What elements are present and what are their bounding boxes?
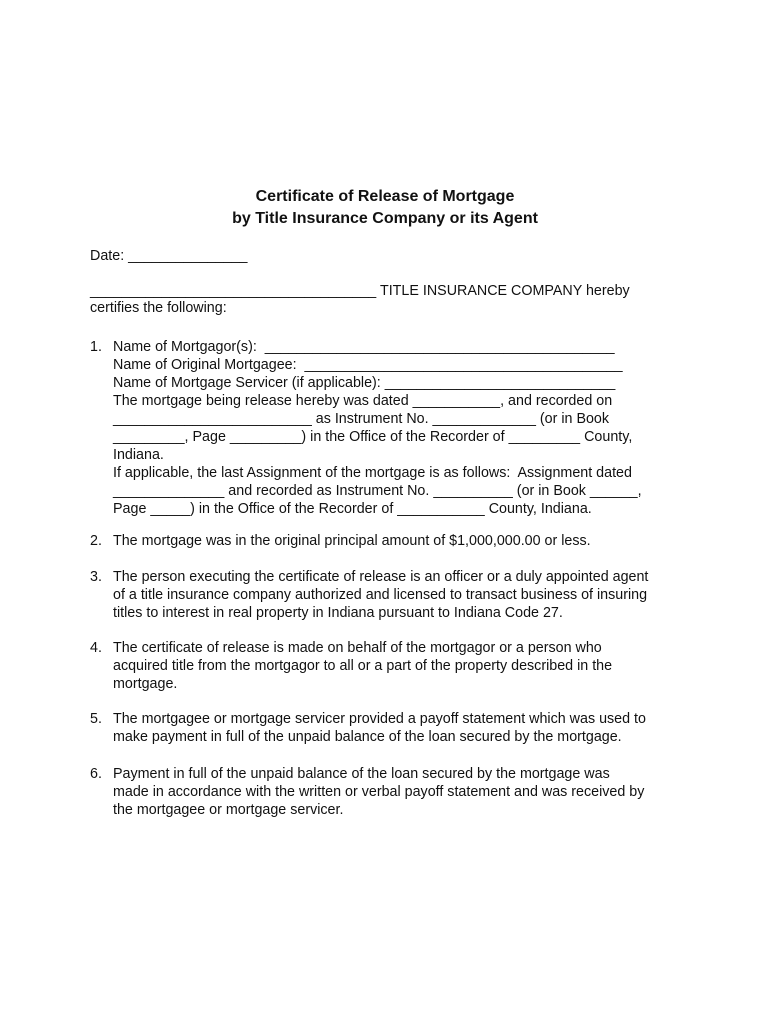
item-line: Payment in full of the unpaid balance of the loan secured by the mortgage was [113,766,610,782]
item-line: of a title insurance company authorized and licensed to transact business of insuring [113,587,648,603]
item-number: 6. [90,766,102,782]
item-line: Page _____) in the Office of the Recorder of ___________ County, Indiana. [113,501,592,517]
item-line: mortgage. [113,676,178,692]
item-number: 5. [90,711,102,727]
item-line: If applicable, the last Assignment of the mortgage is as follows: Assignment dated [113,465,632,481]
item-line: make payment in full of the unpaid balance of the loan secured by the mortgage. [113,729,622,745]
item-text [113,568,648,622]
item-number: 1. [90,339,102,355]
item-text [113,710,646,746]
item-line: Name of Mortgagor(s): ____________________________________________ [113,339,615,355]
item-line: titles to interest in real property in Indiana pursuant to Indiana Code 27. [113,605,563,621]
item-number: 3. [90,569,102,585]
document-title [0,186,770,230]
item-line: _________, Page _________) in the Office of the Recorder of _________ County, [113,429,633,445]
item-number: 4. [90,640,102,656]
item-number: 2. [90,533,102,549]
item-text [113,765,644,819]
item-line: the mortgagee or mortgage servicer. [113,802,344,818]
item-line: Name of Mortgage Servicer (if applicable): _____________________________ [113,375,616,391]
item-line: made in accordance with the written or verbal payoff statement and was received by [113,784,645,800]
title-line-2: by Title Insurance Company or its Agent [232,210,538,227]
item-text [113,338,642,518]
item-line: The certificate of release is made on behalf of the mortgagor or a person who [113,640,602,656]
date-line: Date: _______________ [90,248,248,264]
item-line: The person executing the certificate of release is an officer or a duly appointed agent [113,569,649,585]
company-line: ____________________________________ TITLE INSURANCE COMPANY hereby [90,283,630,299]
item-text [113,532,591,550]
item-line: ______________ and recorded as Instrument No. __________ (or in Book ______, [113,483,642,499]
item-line: Indiana. [113,447,164,463]
item-line: acquired title from the mortgagor to all or a part of the property described in the [113,658,613,674]
item-line: The mortgage was in the original principal amount of $1,000,000.00 or less. [113,533,591,549]
title-line-1: Certificate of Release of Mortgage [255,188,515,205]
item-line: Name of Original Mortgagee: ________________________________________ [113,357,623,373]
certifies-line: certifies the following: [90,300,227,316]
item-line: _________________________ as Instrument No. _____________ (or in Book [113,411,610,427]
item-line: The mortgagee or mortgage servicer provided a payoff statement which was used to [113,711,646,727]
item-text [113,639,612,693]
item-line: The mortgage being release hereby was dated ___________, and recorded on [113,393,613,409]
